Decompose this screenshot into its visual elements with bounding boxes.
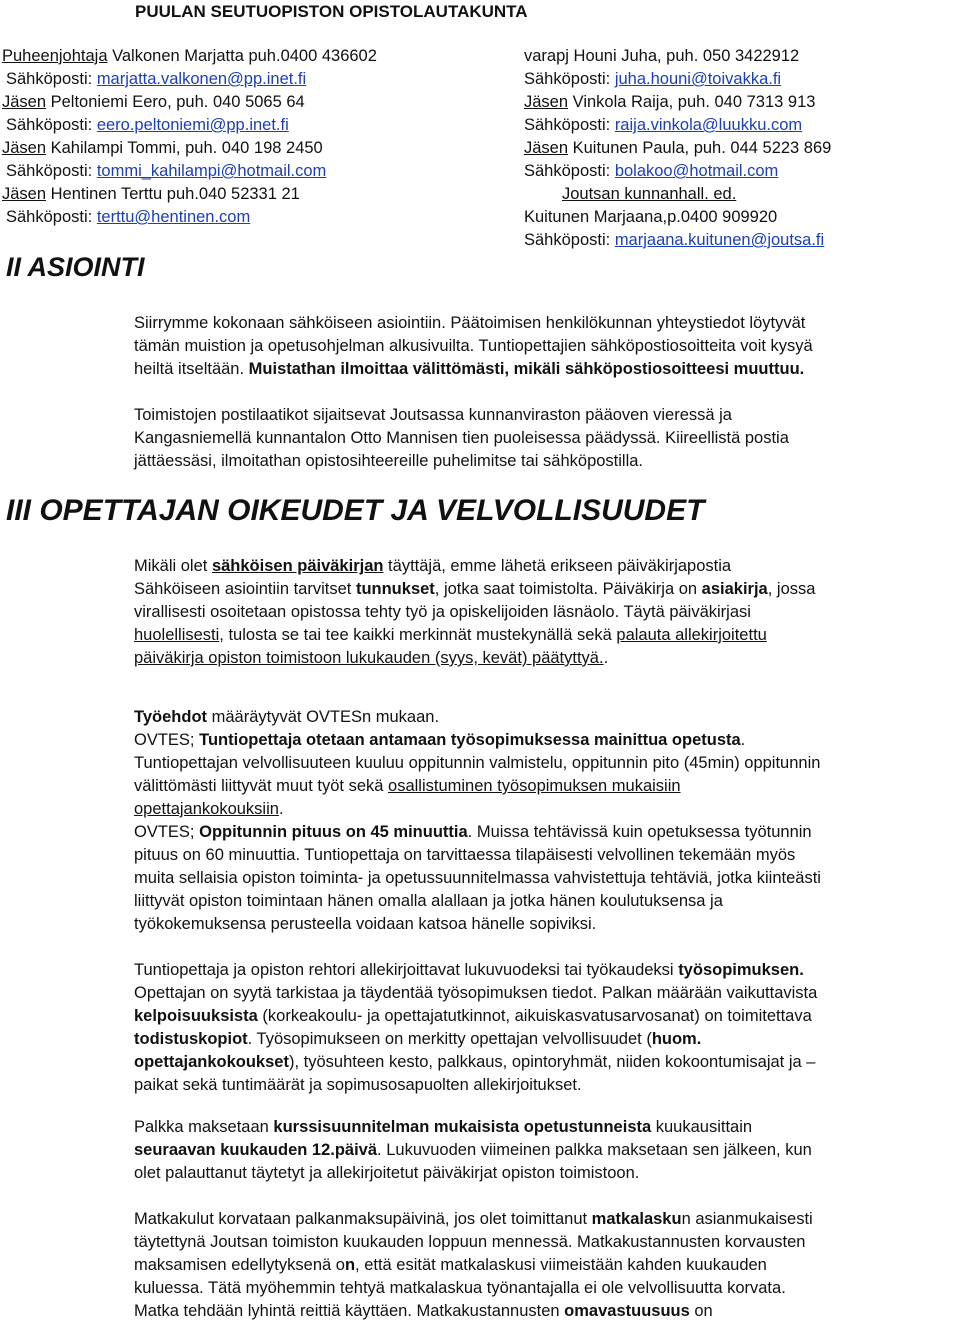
role-label: Jäsen: [2, 185, 47, 203]
text-line: [134, 729, 956, 752]
paragraph: [134, 555, 956, 670]
paragraph: [134, 312, 956, 381]
text-span: huolellisesti: [134, 626, 220, 644]
email-link[interactable]: marjatta.valkonen@pp.inet.fi: [96, 70, 307, 88]
role-label: Jäsen: [524, 139, 569, 157]
email-link[interactable]: bolakoo@hotmail.com: [614, 162, 779, 180]
text-line: [134, 1208, 956, 1231]
text-span: opettajankokouksiin: [134, 800, 279, 818]
member-row: [524, 137, 831, 160]
text-line: [134, 647, 956, 670]
text-line: [134, 798, 956, 821]
paragraph: [134, 706, 956, 936]
email-row: [524, 68, 781, 91]
text-line: [134, 706, 956, 729]
text-span: . Lukuvuoden viimeinen palkka maksetaan sen jälkeen, kun: [377, 1141, 812, 1159]
text-span: päiväkirja opiston toimistoon lukukauden (syys, kevät) päätyttyä.: [134, 649, 604, 667]
text-span: , jossa: [767, 580, 816, 598]
text-span: välittömästi liittyvät muut työt sekä: [134, 777, 389, 795]
text-line: kuluessa. Tätä myöhemmin tehtyä matkalaskua työnantajalla ei ole velvollisuutta korvata.: [134, 1279, 786, 1297]
text-span-bold: työsopimuksen.: [678, 961, 804, 979]
email-row: [6, 114, 289, 137]
text-line: Tuntiopettajan velvollisuuteen kuuluu oppitunnin valmistelu, oppitunnin pito (45min) oppitunnin: [134, 754, 821, 772]
text-span-bold: sähköisen päiväkirjan: [211, 557, 384, 575]
text-line: [134, 358, 956, 381]
email-label: Sähköposti:: [6, 208, 97, 226]
paragraph: [134, 959, 956, 1097]
text-line: liittyvät opiston toimintaan hänen omalla alallaan ja jotka hänen koulutuksensa ja: [134, 892, 723, 910]
email-label: Sähköposti:: [524, 70, 615, 88]
text-line: olet palauttanut täytetyt ja allekirjoitetut päiväkirjat opiston toimistoon.: [134, 1164, 640, 1182]
paragraph: [134, 404, 956, 473]
contact-text: Valkonen Marjatta puh.0400 436602: [107, 47, 377, 65]
email-row: [6, 160, 326, 183]
email-row: [524, 114, 802, 137]
email-link[interactable]: raija.vinkola@luukku.com: [614, 116, 803, 134]
text-line: [134, 775, 956, 798]
text-span-bold: omavastuusuus: [564, 1302, 690, 1320]
affiliation-text: Joutsan kunnanhall. ed.: [562, 185, 737, 203]
email-row: [6, 206, 250, 229]
text-line: [134, 821, 956, 844]
email-row: [6, 68, 306, 91]
text-line: [134, 959, 956, 982]
email-row: [524, 160, 778, 183]
paragraph: [134, 1116, 956, 1185]
text-span: , että esität matkalaskusi viimeistään kahden kuukauden: [355, 1256, 767, 1274]
text-span-bold: asiakirja: [701, 580, 768, 598]
text-span-bold: Oppitunnin pituus on 45 minuuttia: [199, 823, 468, 841]
text-line: [134, 1300, 956, 1323]
role-label: Jäsen: [524, 93, 569, 111]
text-span: . Muissa tehtävissä kuin opetuksessa työtunnin: [467, 823, 812, 841]
text-line: [134, 1116, 956, 1139]
text-span: Palkka maksetaan: [134, 1118, 274, 1136]
text-span-bold: opettajankokoukset: [134, 1053, 289, 1071]
text-line: virallisesti osoitetaan opistossa tehty työ ja opiskelijoiden läsnäolo. Täytä päiväkirjasi: [134, 603, 751, 621]
member-row: [524, 91, 815, 114]
text-span: .: [740, 731, 746, 749]
text-line: pituus on 60 minuuttia. Tuntiopettaja on tarvittaessa tilapäisesti velvollinen tekemään myös: [134, 846, 796, 864]
member-row: [2, 183, 300, 206]
text-span-bold: Muistathan ilmoittaa välittömästi, mikäli sähköpostiosoitteesi muuttuu.: [248, 360, 805, 378]
text-span: ), työsuhteen kesto, palkkaus, opintoryhmät, niiden kokoontumisajat ja –: [288, 1053, 816, 1071]
text-span: täyttäjä, emme lähetä erikseen päiväkirjapostia: [383, 557, 732, 575]
contact-text: Kuitunen Paula, puh. 044 5223 869: [568, 139, 832, 157]
text-line: Opettajan on syytä tarkistaa ja täydentää työsopimuksen tiedot. Palkan määrään vaikuttavista: [134, 984, 818, 1002]
role-label: Jäsen: [2, 93, 47, 111]
text-span-bold: tunnukset: [355, 580, 435, 598]
text-line: [134, 1254, 956, 1277]
email-label: Sähköposti:: [524, 231, 615, 249]
text-span: (korkeakoulu- ja opettajatutkinnot, aikuiskasvatusarvosanat) on toimitettava: [257, 1007, 812, 1025]
contact-text: Hentinen Terttu puh.040 52331 21: [46, 185, 300, 203]
email-link[interactable]: juha.houni@toivakka.fi: [614, 70, 782, 88]
text-span: .: [278, 800, 284, 818]
text-span-bold: todistuskopiot: [134, 1030, 248, 1048]
email-label: Sähköposti:: [6, 70, 97, 88]
text-span: Tuntiopettaja ja opiston rehtori allekirjoittavat lukuvuodeksi tai työkaudeksi: [134, 961, 679, 979]
text-line: [134, 1005, 956, 1028]
text-span: Mikäli olet: [134, 557, 212, 575]
paragraph: [134, 1208, 956, 1323]
text-line: [134, 555, 956, 578]
text-span-bold: Työehdot: [134, 708, 208, 726]
text-span: OVTES;: [134, 731, 200, 749]
text-span: heiltä itseltään.: [134, 360, 249, 378]
email-label: Sähköposti:: [524, 162, 615, 180]
section-heading-asiointi: II ASIOINTI: [6, 252, 145, 282]
text-line: Kangasniemellä kunnantalon Otto Mannisen tien puoleisessa päädyssä. Kiireellistä postia: [134, 429, 789, 447]
text-span: kuukausittain: [651, 1118, 753, 1136]
text-line: Toimistojen postilaatikot sijaitsevat Joutsassa kunnanviraston pääoven vieressä ja: [134, 406, 732, 424]
email-link[interactable]: marjaana.kuitunen@joutsa.fi: [614, 231, 825, 249]
text-line: työkokemuksensa perusteella voidaan katsoa hänelle sopiviksi.: [134, 915, 597, 933]
text-span: on: [689, 1302, 713, 1320]
text-span: määräytyvät OVTESn mukaan.: [207, 708, 440, 726]
contact-text: Peltoniemi Eero, puh. 040 5065 64: [46, 93, 305, 111]
text-span-bold: matkalasku: [591, 1210, 682, 1228]
text-line: muita sellaisia opiston toiminta- ja opetussuunnitelmassa vahvistettuja tehtäviä, jotka kiinteästi: [134, 869, 821, 887]
text-span: osallistuminen työsopimuksen mukaisiin: [388, 777, 681, 795]
text-span: maksamisen edellytyksenä o: [134, 1256, 345, 1274]
chair-row: [2, 45, 377, 68]
vice-chair-row: varapj Houni Juha, puh. 050 3422912: [524, 47, 800, 65]
contact-text: Vinkola Raija, puh. 040 7313 913: [568, 93, 816, 111]
email-label: Sähköposti:: [524, 116, 615, 134]
text-span: , tulosta se tai tee kaikki merkinnät mustekynällä sekä: [219, 626, 617, 644]
text-line: tämän muistion ja opetusohjelman alkusivuilta. Tuntiopettajien sähköpostiosoitteita voit kysyä: [134, 337, 813, 355]
email-link[interactable]: terttu@hentinen.com: [96, 208, 251, 226]
text-span: , jotka saat toimistolta. Päiväkirja on: [434, 580, 702, 598]
email-label: Sähköposti:: [6, 162, 97, 180]
text-line: [134, 1051, 956, 1074]
text-span: palauta allekirjoitettu: [616, 626, 767, 644]
text-line: [134, 624, 956, 647]
text-line: [134, 578, 956, 601]
text-span-bold: kurssisuunnitelman mukaisista opetustunneista: [273, 1118, 652, 1136]
text-span: Sähköiseen asiointiin tarvitset: [134, 580, 356, 598]
text-span-bold: kelpoisuuksista: [134, 1007, 258, 1025]
text-span: Matkakulut korvataan palkanmaksupäivinä, jos olet toimittanut: [134, 1210, 592, 1228]
email-label: Sähköposti:: [6, 116, 97, 134]
email-link[interactable]: eero.peltoniemi@pp.inet.fi: [96, 116, 289, 134]
text-span-bold: seuraavan kuukauden 12.päivä: [134, 1141, 378, 1159]
text-span-bold: Tuntiopettaja otetaan antamaan työsopimuksessa mainittua opetusta: [199, 731, 741, 749]
role-label: Puheenjohtaja: [2, 47, 108, 65]
text-line: jättäessäsi, ilmoitathan opistosihteereille puhelimitse tai sähköpostilla.: [134, 452, 644, 470]
text-line: Siirrymme kokonaan sähköiseen asiointiin. Päätoimisen henkilökunnan yhteystiedot löytyvät: [134, 314, 806, 332]
text-span-bold: n: [344, 1256, 356, 1274]
section-heading-oikeudet: III OPETTAJAN OIKEUDET JA VELVOLLISUUDET: [6, 494, 705, 527]
text-span: .: [603, 649, 609, 667]
member-row: Kuitunen Marjaana,p.0400 909920: [524, 208, 778, 226]
text-span-bold: huom.: [651, 1030, 702, 1048]
member-row: [2, 91, 305, 114]
text-line: [134, 1028, 956, 1051]
text-span: . Työsopimukseen on merkitty opettajan velvollisuudet (: [247, 1030, 652, 1048]
text-span: n asianmukaisesti: [681, 1210, 813, 1228]
text-span: OVTES;: [134, 823, 200, 841]
text-span: Matka tehdään lyhintä reittiä käyttäen. Matkakustannusten: [134, 1302, 565, 1320]
email-link[interactable]: tommi_kahilampi@hotmail.com: [96, 162, 327, 180]
text-line: täytettynä Joutsan toimiston kuukauden loppuun mennessä. Matkakustannusten korvausten: [134, 1233, 806, 1251]
member-row: [2, 137, 323, 160]
contact-text: Kahilampi Tommi, puh. 040 198 2450: [46, 139, 323, 157]
text-line: paikat sekä tuntimäärät ja sopimusosapuolten allekirjoitukset.: [134, 1076, 582, 1094]
page-title: PUULAN SEUTUOPISTON OPISTOLAUTAKUNTA: [135, 2, 528, 21]
role-label: Jäsen: [2, 139, 47, 157]
text-line: [134, 1139, 956, 1162]
email-row: [524, 229, 824, 252]
